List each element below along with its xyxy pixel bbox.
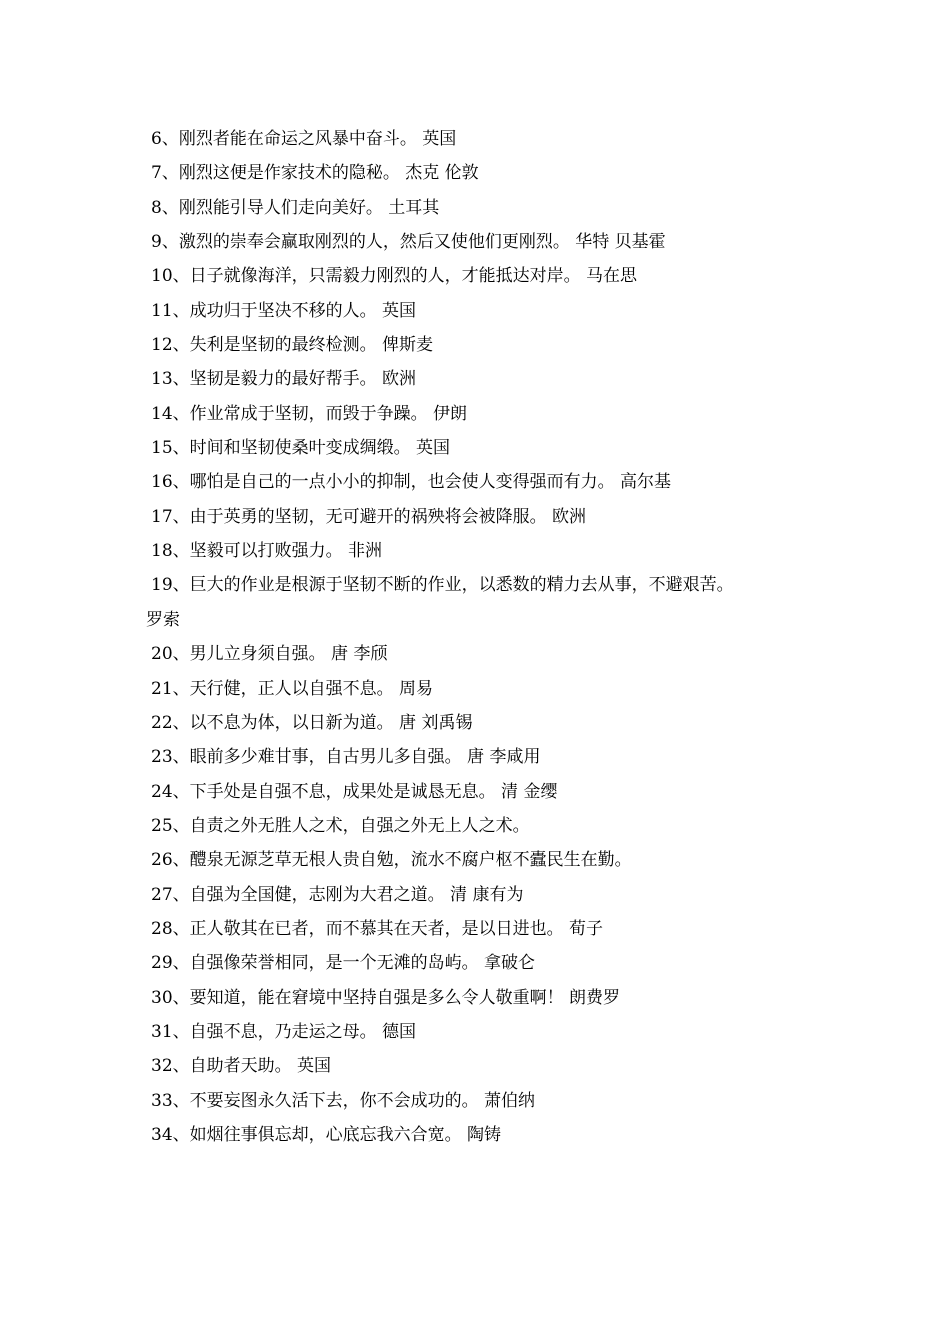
- quote-line: 8、刚烈能引导人们走向美好。 土耳其: [151, 197, 440, 218]
- quote-line: 13、坚韧是毅力的最好帮手。 欧洲: [151, 369, 417, 390]
- quote-line: 30、要知道，能在窘境中坚持自强是多么令人敬重啊！ 朗费罗: [151, 987, 621, 1008]
- quote-line: 31、自强不息，乃走运之母。 德国: [151, 1021, 417, 1042]
- quote-line: 20、男儿立身须自强。 唐 李颀: [151, 644, 388, 665]
- quote-line: 21、天行健，正人以自强不息。 周易: [151, 678, 434, 699]
- quote-line: 24、下手处是自强不息，成果处是诚恳无息。 清 金缨: [151, 781, 558, 802]
- quote-line: 22、以不息为体，以日新为道。 唐 刘禹锡: [151, 712, 473, 733]
- quote-line: 33、不要妄图永久活下去，你不会成功的。 萧伯纳: [151, 1090, 536, 1111]
- quote-line: 16、哪怕是自己的一点小小的抑制，也会使人变得强而有力。 高尔基: [151, 472, 672, 493]
- quote-line: 17、由于英勇的坚韧，无可避开的祸殃将会被降服。 欧洲: [151, 506, 587, 527]
- quote-line: 27、自强为全国健，志刚为大君之道。 清 康有为: [151, 884, 524, 905]
- quote-line: 7、刚烈这便是作家技术的隐秘。 杰克 伦敦: [151, 163, 479, 184]
- quote-line: 19、巨大的作业是根源于坚韧不断的作业，以悉数的精力去从事，不避艰苦。: [151, 575, 734, 596]
- quote-line: 28、正人敬其在已者，而不慕其在天者，是以日进也。 荀子: [151, 918, 604, 939]
- quote-line: 14、作业常成于坚韧，而毁于争躁。 伊朗: [151, 403, 468, 424]
- quote-line: 6、刚烈者能在命运之风暴中奋斗。 英国: [151, 129, 457, 149]
- quote-line: 25、自责之外无胜人之术，自强之外无上人之术。: [151, 815, 530, 836]
- quote-line-continuation: 罗索: [146, 609, 180, 630]
- quote-line: 29、自强像荣誉相同，是一个无滩的岛屿。 拿破仑: [151, 953, 536, 974]
- quote-line: 32、自助者天助。 英国: [151, 1056, 332, 1077]
- quote-line: 34、如烟往事俱忘却，心底忘我六合宽。 陶铸: [151, 1124, 502, 1145]
- quote-line: 15、时间和坚韧使桑叶变成绸缎。 英国: [151, 438, 451, 459]
- quote-line: 10、日子就像海洋，只需毅力刚烈的人，才能抵达对岸。 马在思: [151, 266, 638, 287]
- quote-line: 26、醴泉无源芝草无根人贵自勉，流水不腐户枢不蠹民生在勤。: [151, 850, 632, 871]
- quote-line: 18、坚毅可以打败强力。 非洲: [151, 541, 383, 562]
- quote-line: 9、激烈的崇奉会赢取刚烈的人，然后又使他们更刚烈。 华特 贝基霍: [151, 232, 666, 253]
- quote-line: 23、眼前多少难甘事，自古男儿多自强。 唐 李咸用: [151, 747, 541, 768]
- quote-list: [146, 122, 906, 1152]
- quote-line: 12、失利是坚韧的最终检测。 俾斯麦: [151, 335, 434, 356]
- quote-line: 11、成功归于坚决不移的人。 英国: [151, 300, 417, 321]
